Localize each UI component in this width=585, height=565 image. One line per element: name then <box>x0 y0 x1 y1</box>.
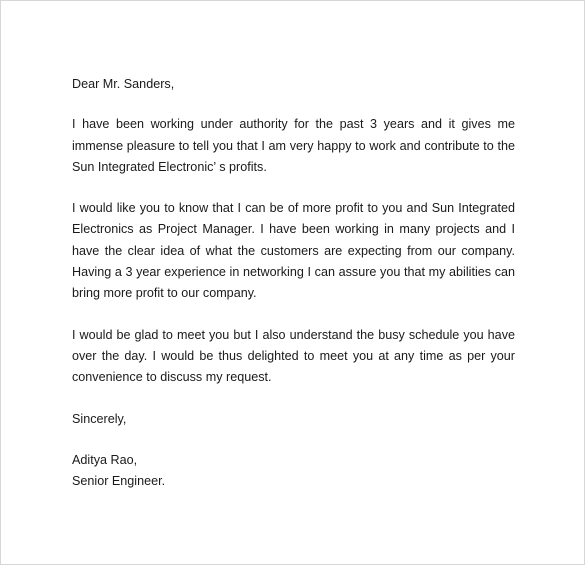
paragraph-1: I have been working under authority for the past 3 years and it gives me immense pleasure to tell you that I am very happy to work and contribute to the Sun Integrated Electronic’ s profits. <box>72 117 515 174</box>
signature-name: Aditya Rao, <box>72 452 138 467</box>
closing: Sincerely, <box>72 411 127 426</box>
salutation: Dear Mr. Sanders, <box>72 77 175 91</box>
paragraph-3: I would be glad to meet you but I also understand the busy schedule you have over the day. I would be thus delighted to meet you at any time as per your convenience to discuss my request. <box>72 327 515 385</box>
signature-title: Senior Engineer. <box>72 474 166 489</box>
paragraph-2: I would like you to know that I can be of more profit to you and Sun Integrated Electronics as Project Manager. I have been working in many projects and I have the clear idea of what the customers are expecting from our company. Having a 3 year experience in networking I can assure you that my abilities can bring more profit to our company. <box>72 201 515 301</box>
letter-body <box>72 74 515 492</box>
